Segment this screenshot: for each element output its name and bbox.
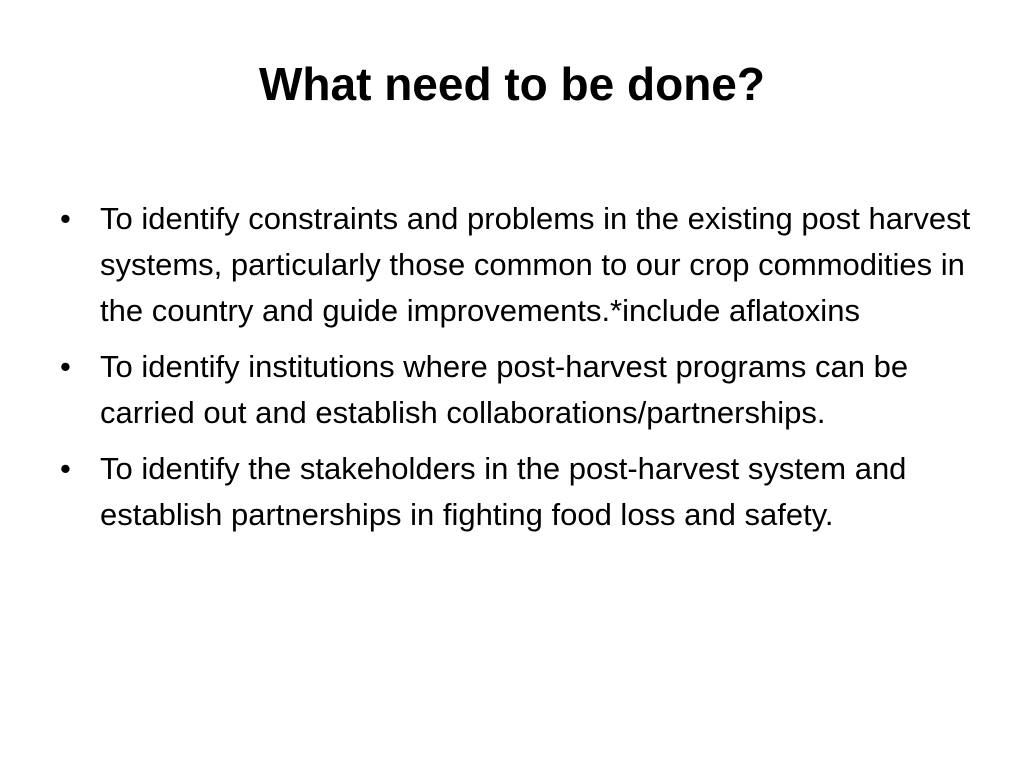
bullet-item [56, 196, 986, 334]
bullet-icon: • [60, 451, 71, 486]
bullet-text: To identify constraints and problems in the existing post harvest systems, particularly those common to our crop commodities in the country and guide improvements.*include aflatoxins [100, 201, 971, 328]
bullet-icon: • [60, 201, 71, 236]
bullet-list [56, 196, 986, 548]
slide-title: What need to be done? [259, 58, 765, 110]
bullet-icon: • [60, 349, 71, 384]
bullet-text: To identify institutions where post-harvest programs can be carried out and establish collaborations/partnerships. [100, 349, 909, 430]
bullet-item [56, 344, 986, 436]
bullet-item [56, 446, 986, 538]
bullet-text: To identify the stakeholders in the post-harvest system and establish partnerships in fighting food loss and safety. [100, 451, 907, 532]
